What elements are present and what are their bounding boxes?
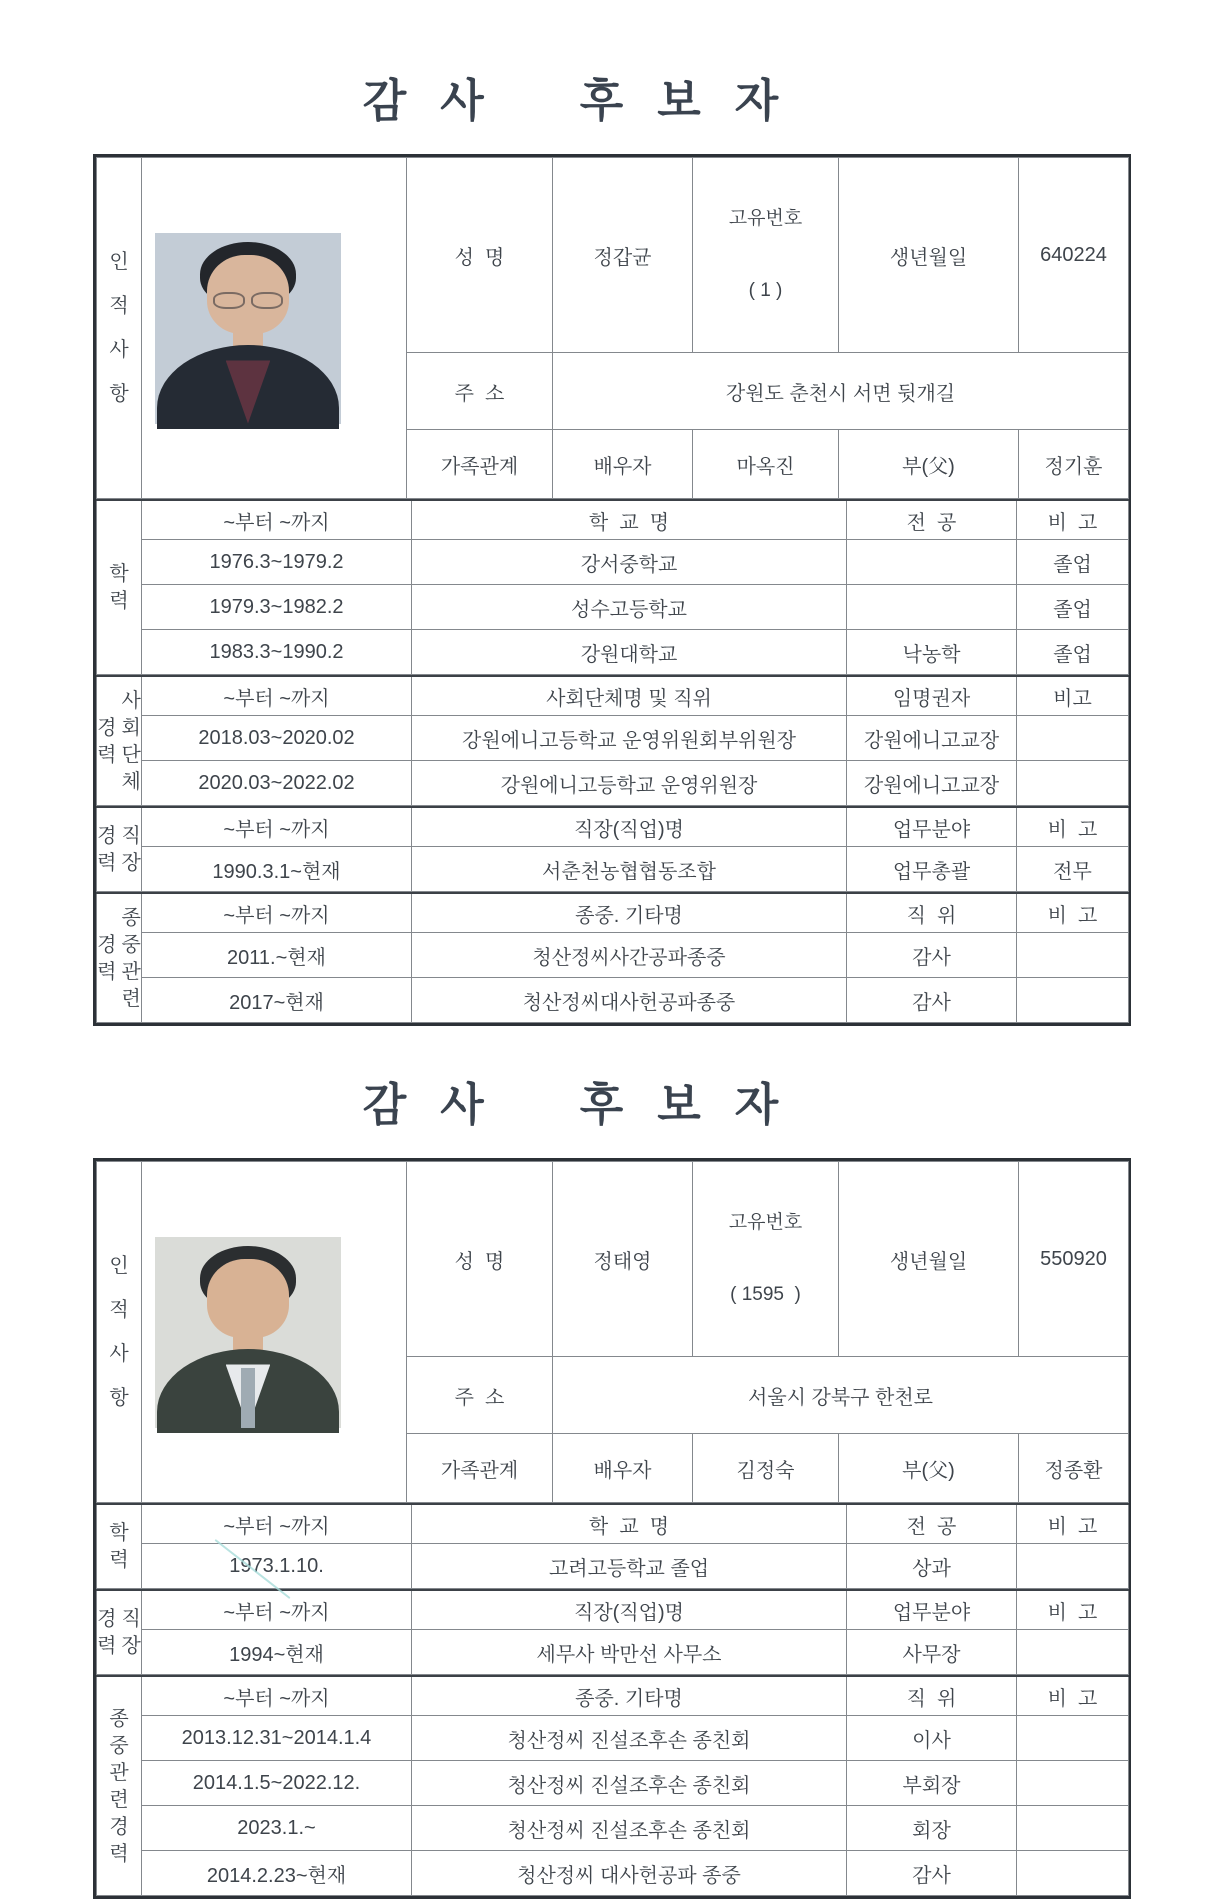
cell-field: 강원에니고교장 xyxy=(847,761,1017,806)
stub-char: 련 xyxy=(121,987,141,1010)
stub-word xyxy=(109,1256,128,1408)
cell-note xyxy=(1017,1851,1129,1896)
field-label-father: 부(父) xyxy=(839,1434,1019,1503)
field-value-spouse: 김정숙 xyxy=(693,1434,839,1503)
field-unique-id xyxy=(693,158,839,353)
personal-row-name xyxy=(97,1162,1129,1357)
table-row xyxy=(97,847,1129,892)
stub-word xyxy=(109,1709,128,1864)
stub-char: 력 xyxy=(97,852,117,874)
cell-field: 업무총괄 xyxy=(847,847,1017,892)
field-value-unique-id: ( 1 ) xyxy=(748,280,783,301)
stub-wrap xyxy=(97,564,141,611)
column-header-name: 학 교 명 xyxy=(412,1504,847,1544)
column-header-period: ~부터 ~까지 xyxy=(142,1590,412,1630)
column-header-period: ~부터 ~까지 xyxy=(142,1676,412,1716)
stub-wrap xyxy=(97,1709,141,1864)
table-row xyxy=(97,761,1129,806)
cell-name: 강원에니고등학교 운영위원장 xyxy=(412,761,847,806)
cell-name: 청산정씨 진설조후손 종친회 xyxy=(412,1806,847,1851)
field-value-unique-id: ( 1595 ) xyxy=(730,1284,801,1305)
cell-period: 1976.3~1979.2 xyxy=(142,540,412,585)
stub-char: 사 xyxy=(109,1343,129,1365)
section-table xyxy=(96,499,1129,675)
table-row xyxy=(97,1851,1129,1896)
personal-stub xyxy=(97,1162,142,1503)
field-label-address: 주 소 xyxy=(407,353,553,430)
column-header-note: 비 고 xyxy=(1017,1676,1129,1716)
cell-note xyxy=(1017,1716,1129,1761)
stub-word xyxy=(97,935,116,982)
stub-char: 적 xyxy=(109,295,129,317)
field-value-father: 정기훈 xyxy=(1019,430,1129,499)
table-row xyxy=(97,1630,1129,1675)
cell-field: 감사 xyxy=(847,933,1017,978)
section-stub xyxy=(97,1590,142,1675)
stub-char: 경 xyxy=(97,716,117,739)
column-header-note: 비고 xyxy=(1017,676,1129,716)
personal-info-table xyxy=(96,157,1129,499)
table-row xyxy=(97,978,1129,1023)
stub-char: 장 xyxy=(121,1635,141,1657)
candidate-card xyxy=(93,0,1131,1026)
document-title: 감 사 후 보 자 xyxy=(362,75,782,126)
column-header-field: 전 공 xyxy=(847,500,1017,540)
column-header-period: ~부터 ~까지 xyxy=(142,893,412,933)
stub-char: 항 xyxy=(109,1387,129,1409)
stub-char: 직 xyxy=(121,825,141,847)
stub-char: 회 xyxy=(121,716,141,739)
table-row xyxy=(97,1806,1129,1851)
cell-period: 2014.2.23~현재 xyxy=(142,1851,412,1896)
stub-word xyxy=(97,718,116,765)
cell-note: 졸업 xyxy=(1017,630,1129,675)
column-header-period: ~부터 ~까지 xyxy=(142,1504,412,1544)
section-header-row xyxy=(97,1504,1129,1544)
column-header-note: 비 고 xyxy=(1017,807,1129,847)
personal-stub xyxy=(97,158,142,499)
cell-period: 2017~현재 xyxy=(142,978,412,1023)
stub-char: 력 xyxy=(109,1842,129,1865)
stub-char: 인 xyxy=(109,251,129,273)
stub-word xyxy=(97,826,116,873)
field-value-name: 정갑균 xyxy=(553,158,693,353)
sections xyxy=(96,499,1128,1023)
column-header-field: 직 위 xyxy=(847,893,1017,933)
cell-period: 1983.3~1990.2 xyxy=(142,630,412,675)
document-title: 감 사 후 보 자 xyxy=(362,1079,782,1130)
stub-char: 단 xyxy=(121,743,141,766)
cell-note: 졸업 xyxy=(1017,540,1129,585)
cell-period: 2018.03~2020.02 xyxy=(142,716,412,761)
cell-field: 낙농학 xyxy=(847,630,1017,675)
column-header-period: ~부터 ~까지 xyxy=(142,500,412,540)
section-table xyxy=(96,1589,1129,1675)
personal-info-table xyxy=(96,1161,1129,1503)
column-header-name: 종중. 기타명 xyxy=(412,1676,847,1716)
cell-name: 청산정씨대사헌공파종중 xyxy=(412,978,847,1023)
photo-face xyxy=(207,1259,289,1337)
cell-field xyxy=(847,585,1017,630)
column-header-note: 비 고 xyxy=(1017,893,1129,933)
section-stub xyxy=(97,807,142,892)
column-header-period: ~부터 ~까지 xyxy=(142,676,412,716)
field-value-father: 정종환 xyxy=(1019,1434,1129,1503)
field-label-name: 성 명 xyxy=(407,1162,553,1357)
cell-note xyxy=(1017,1806,1129,1851)
column-header-field: 업무분야 xyxy=(847,807,1017,847)
cell-period: 2014.1.5~2022.12. xyxy=(142,1761,412,1806)
stub-char: 련 xyxy=(109,1788,129,1811)
stub-word xyxy=(122,826,141,873)
glasses-icon xyxy=(213,292,284,309)
section-header-row xyxy=(97,1590,1129,1630)
cell-name: 성수고등학교 xyxy=(412,585,847,630)
field-label-father: 부(父) xyxy=(839,430,1019,499)
cell-field: 회장 xyxy=(847,1806,1017,1851)
cell-name: 청산정씨사간공파종중 xyxy=(412,933,847,978)
cell-name: 강서중학교 xyxy=(412,540,847,585)
candidate-table xyxy=(93,154,1131,1026)
portrait-photo xyxy=(155,1237,341,1428)
table-row xyxy=(97,585,1129,630)
table-row xyxy=(97,1716,1129,1761)
stub-word xyxy=(109,252,128,404)
stub-char: 체 xyxy=(121,770,141,793)
stub-char: 력 xyxy=(97,1635,117,1657)
stub-word xyxy=(97,1609,116,1656)
column-header-field: 임명권자 xyxy=(847,676,1017,716)
field-value-address: 서울시 강북구 한천로 xyxy=(553,1357,1129,1434)
stub-wrap xyxy=(97,1523,141,1570)
stub-word xyxy=(109,1523,128,1570)
stub-wrap xyxy=(97,1162,141,1502)
section-table xyxy=(96,892,1129,1023)
stub-wrap xyxy=(97,826,141,873)
stub-char: 종 xyxy=(109,1707,129,1730)
section-header-row xyxy=(97,500,1129,540)
cell-period: 2020.03~2022.02 xyxy=(142,761,412,806)
candidate-card xyxy=(93,1026,1131,1899)
section-stub xyxy=(97,893,142,1023)
field-label-name: 성 명 xyxy=(407,158,553,353)
cell-note xyxy=(1017,933,1129,978)
candidate-table xyxy=(93,1158,1131,1899)
column-header-note: 비 고 xyxy=(1017,1590,1129,1630)
stub-char: 관 xyxy=(121,960,141,983)
column-header-name: 직장(직업)명 xyxy=(412,1590,847,1630)
stub-char: 력 xyxy=(109,1549,129,1571)
cell-period: 1994~현재 xyxy=(142,1630,412,1675)
stub-wrap xyxy=(97,158,141,498)
cell-field xyxy=(847,540,1017,585)
cell-name: 강원대학교 xyxy=(412,630,847,675)
field-value-spouse: 마옥진 xyxy=(693,430,839,499)
section-table xyxy=(96,1675,1129,1896)
stub-char: 인 xyxy=(109,1255,129,1277)
field-label-birthdate: 생년월일 xyxy=(839,1162,1019,1357)
cell-period: 1990.3.1~현재 xyxy=(142,847,412,892)
cell-field: 감사 xyxy=(847,1851,1017,1896)
stub-char: 관 xyxy=(109,1761,129,1784)
cell-field: 사무장 xyxy=(847,1630,1017,1675)
photo-cell xyxy=(142,158,407,499)
column-header-name: 직장(직업)명 xyxy=(412,807,847,847)
cell-note xyxy=(1017,716,1129,761)
stub-wrap xyxy=(97,691,141,792)
cell-field: 이사 xyxy=(847,1716,1017,1761)
field-label-spouse: 배우자 xyxy=(553,1434,693,1503)
field-label-unique-id: 고유번호 xyxy=(728,208,803,229)
field-unique-id xyxy=(693,1162,839,1357)
section-table xyxy=(96,1503,1129,1589)
stub-char: 항 xyxy=(109,383,129,405)
section-header-row xyxy=(97,807,1129,847)
stub-char: 경 xyxy=(97,1608,117,1630)
column-header-field: 직 위 xyxy=(847,1676,1017,1716)
cell-note xyxy=(1017,1761,1129,1806)
field-label-family: 가족관계 xyxy=(407,1434,553,1503)
column-header-name: 학 교 명 xyxy=(412,500,847,540)
cell-period: 1979.3~1982.2 xyxy=(142,585,412,630)
cell-name: 청산정씨 대사헌공파 종중 xyxy=(412,1851,847,1896)
cell-field: 부회장 xyxy=(847,1761,1017,1806)
stub-char: 학 xyxy=(109,563,129,585)
stub-char: 력 xyxy=(97,960,117,983)
stub-char: 중 xyxy=(109,1734,129,1757)
cell-note: 전무 xyxy=(1017,847,1129,892)
cell-note xyxy=(1017,978,1129,1023)
column-header-name: 사회단체명 및 직위 xyxy=(412,676,847,716)
table-row xyxy=(97,540,1129,585)
stub-word xyxy=(122,908,141,1009)
column-header-note: 비 고 xyxy=(1017,1504,1129,1544)
field-value-address: 강원도 춘천시 서면 뒷개길 xyxy=(553,353,1129,430)
section-header-row xyxy=(97,1676,1129,1716)
stub-char: 경 xyxy=(97,933,117,956)
field-label-unique-id: 고유번호 xyxy=(728,1212,803,1233)
personal-row-name xyxy=(97,158,1129,353)
field-label-spouse: 배우자 xyxy=(553,430,693,499)
cell-name: 서춘천농협협동조합 xyxy=(412,847,847,892)
cell-name: 세무사 박만선 사무소 xyxy=(412,1630,847,1675)
stub-word xyxy=(122,691,141,792)
field-value-birthdate: 640224 xyxy=(1019,158,1129,353)
stub-char: 경 xyxy=(97,825,117,847)
column-header-field: 업무분야 xyxy=(847,1590,1017,1630)
cell-field: 상과 xyxy=(847,1544,1017,1589)
stub-char: 중 xyxy=(121,933,141,956)
cell-period: 2011.~현재 xyxy=(142,933,412,978)
stub-char: 적 xyxy=(109,1299,129,1321)
photo-cell xyxy=(142,1162,407,1503)
cell-note: 졸업 xyxy=(1017,585,1129,630)
cell-period: 2013.12.31~2014.1.4 xyxy=(142,1716,412,1761)
stub-char: 사 xyxy=(109,339,129,361)
column-header-period: ~부터 ~까지 xyxy=(142,807,412,847)
stub-wrap xyxy=(97,1609,141,1656)
section-header-row xyxy=(97,893,1129,933)
section-table xyxy=(96,675,1129,806)
section-table xyxy=(96,806,1129,892)
cell-name: 고려고등학교 졸업 xyxy=(412,1544,847,1589)
cell-note xyxy=(1017,1544,1129,1589)
field-label-birthdate: 생년월일 xyxy=(839,158,1019,353)
table-row xyxy=(97,933,1129,978)
portrait-photo xyxy=(155,233,341,424)
cell-name: 청산정씨 진설조후손 종친회 xyxy=(412,1716,847,1761)
cell-field: 강원에니고교장 xyxy=(847,716,1017,761)
section-header-row xyxy=(97,676,1129,716)
section-stub xyxy=(97,500,142,675)
stub-char: 장 xyxy=(121,852,141,874)
cell-name: 청산정씨 진설조후손 종친회 xyxy=(412,1761,847,1806)
section-stub xyxy=(97,676,142,806)
stub-char: 력 xyxy=(97,743,117,766)
stub-char: 사 xyxy=(121,689,141,712)
table-row xyxy=(97,716,1129,761)
stub-word xyxy=(109,564,128,611)
stub-char: 경 xyxy=(109,1815,129,1838)
photo-tie xyxy=(241,1368,254,1427)
cell-period: 2023.1.~ xyxy=(142,1806,412,1851)
stub-word xyxy=(122,1609,141,1656)
field-value-birthdate: 550920 xyxy=(1019,1162,1129,1357)
column-header-field: 전 공 xyxy=(847,1504,1017,1544)
stub-char: 학 xyxy=(109,1522,129,1544)
table-row xyxy=(97,630,1129,675)
sections xyxy=(96,1503,1128,1896)
stub-wrap xyxy=(97,908,141,1009)
section-stub xyxy=(97,1504,142,1589)
column-header-name: 종중. 기타명 xyxy=(412,893,847,933)
field-label-family: 가족관계 xyxy=(407,430,553,499)
section-stub xyxy=(97,1676,142,1896)
cell-note xyxy=(1017,761,1129,806)
cell-field: 감사 xyxy=(847,978,1017,1023)
stub-char: 직 xyxy=(121,1608,141,1630)
table-row xyxy=(97,1761,1129,1806)
column-header-note: 비 고 xyxy=(1017,500,1129,540)
cell-period: 1973.1.10. xyxy=(142,1544,412,1589)
field-value-name: 정태영 xyxy=(553,1162,693,1357)
stub-char: 력 xyxy=(109,590,129,612)
cell-name: 강원에니고등학교 운영위원회부위원장 xyxy=(412,716,847,761)
stub-char: 종 xyxy=(121,906,141,929)
cell-note xyxy=(1017,1630,1129,1675)
field-label-address: 주 소 xyxy=(407,1357,553,1434)
